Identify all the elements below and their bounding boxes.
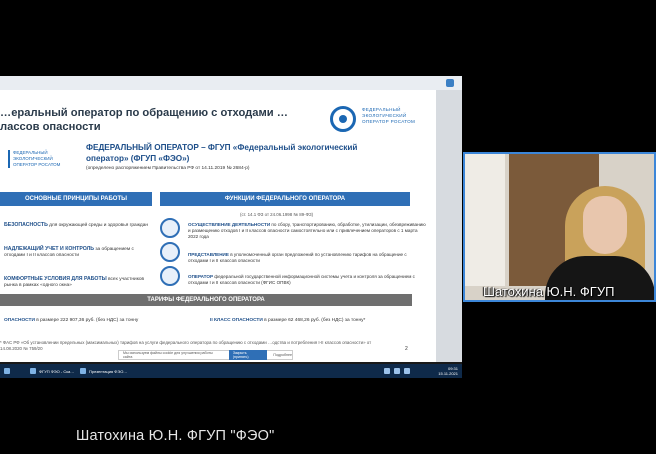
slide-footnote: * ФАС РФ «Об установлении предельных (максимальных) тарифов на услуги федерального оператора по обращению с отходами …одства и потребления I-II классов опасности» от 14.08.2020 № 759/20 — [0, 340, 372, 351]
windows-taskbar — [0, 364, 462, 378]
participant-face — [583, 196, 627, 254]
operator-note: (определено распоряжением Правительства РФ от 14.11.2019 № 2684-р) — [86, 166, 250, 171]
taskbar-item-label: ФГУП ФЭО - Ска… — [39, 368, 75, 374]
operator-title: ФЕДЕРАЛЬНЫЙ ОПЕРАТОР – ФГУП «Федеральный экологический оператор» (ФГУП «ФЭО») — [86, 143, 358, 163]
principle-item — [4, 246, 154, 259]
principle-text: всех участников рынка в рамках «одного окна» — [4, 277, 145, 288]
clock-time: 09:31 — [447, 366, 458, 371]
tariff-title: ОПАСНОСТИ — [4, 318, 35, 323]
function-item — [188, 274, 428, 286]
function-text: федеральной государственной информационной системы учета и контроля за обращением с отходами I и II классов опасности (ФГИС ОПВК) — [188, 274, 415, 285]
tariff-title: II КЛАСС ОПАСНОСТИ — [210, 318, 263, 323]
participant-name-label: Шатохина Ю.Н. ФГУП — [483, 284, 615, 299]
cookie-text: Мы используем файлы cookie для улучшения работы сайта — [123, 351, 213, 359]
principle-title: НАДЛЕЖАЩИЙ УЧЕТ И КОНТРОЛЬ — [4, 246, 94, 252]
function-item — [188, 222, 428, 240]
windows-start-icon — [4, 368, 10, 374]
slide-page-number: 2 — [405, 346, 408, 352]
function-item — [188, 252, 428, 264]
tray-language-icon[interactable] — [404, 368, 410, 374]
tariff-item — [210, 318, 365, 323]
tariffs-header: ТАРИФЫ ФЕДЕРАЛЬНОГО ОПЕРАТОРА — [0, 294, 412, 306]
clock-date: 15.11.2021 — [438, 371, 458, 376]
principle-text: для окружающей среды и здоровья граждан — [47, 223, 149, 228]
presentation-icon — [80, 368, 86, 374]
taskbar-item-presentation[interactable] — [80, 366, 127, 376]
activity-icon — [160, 218, 180, 238]
speaker-caption: Шатохина Ю.Н. ФГУП "ФЭО" — [76, 428, 275, 444]
function-title: ОПЕРАТОР — [188, 274, 214, 279]
principle-title: КОМФОРТНЫЕ УСЛОВИЯ ДЛЯ РАБОТЫ — [4, 276, 107, 282]
slide-title: …еральный оператор по обращению с отходами …лассов опасности — [0, 107, 288, 133]
tariff-text: в размере 62 468,26 руб. (без НДС) за тонну* — [262, 318, 366, 323]
tray-network-icon[interactable] — [384, 368, 390, 374]
principle-text: за обращением с отходами I и II классов опасности — [4, 247, 134, 258]
tariff-proposal-icon — [160, 242, 180, 262]
shared-window-titlebar — [0, 76, 462, 90]
slide-scrollbar[interactable] — [436, 90, 462, 362]
window-control-icon[interactable] — [446, 79, 454, 87]
tariff-text: в размере 222 907,36 руб. (без НДС) за тонну — [34, 318, 139, 323]
browser-icon — [30, 368, 36, 374]
tariff-item — [4, 318, 138, 323]
principle-title: БЕЗОПАСНОСТЬ — [4, 222, 48, 228]
taskbar-item-label: Презентация ФЭО… — [89, 368, 128, 374]
functions-header: ФУНКЦИИ ФЕДЕРАЛЬНОГО ОПЕРАТОРА — [160, 192, 410, 206]
taskbar-item-browser[interactable] — [30, 366, 74, 376]
tray-volume-icon[interactable] — [394, 368, 400, 374]
video-background-shelf — [465, 154, 505, 286]
fao-logo-icon — [330, 106, 356, 132]
start-button[interactable] — [4, 366, 13, 376]
functions-note: (ст. 14.1 ФЗ от 24.06.1998 № 89-ФЗ) — [240, 212, 314, 217]
function-text: по сбору, транспортированию, обработке, утилизации, обезвреживанию и размещению отходов I и II классов опасности самостоятельно или с привлечением операторов с 1 марта 2022 года — [188, 222, 426, 239]
cookie-more-link[interactable]: Подробнее — [273, 353, 292, 357]
participant-video-tile[interactable] — [463, 152, 656, 302]
function-text: в уполномоченный орган предложений по установлению тарифов на обращение с отходами I и II классов опасности — [188, 252, 407, 263]
principles-header: ОСНОВНЫЕ ПРИНЦИПЫ РАБОТЫ — [0, 192, 152, 206]
cookie-accept-button[interactable]: Закрыть (принять) — [229, 350, 268, 360]
taskbar-clock[interactable] — [438, 366, 458, 376]
principle-item — [4, 222, 154, 229]
fao-logo-text: ФЕДЕРАЛЬНЫЙ ЭКОЛОГИЧЕСКИЙ ОПЕРАТОР РОСАТОМ — [362, 107, 416, 124]
information-system-icon — [160, 266, 180, 286]
function-title: ПРЕДСТАВЛЕНИЕ — [188, 252, 229, 257]
principle-item — [4, 276, 154, 289]
function-title: ОСУЩЕСТВЛЕНИЕ ДЕЯТЕЛЬНОСТИ — [188, 222, 271, 227]
small-fao-logo: ФЕДЕРАЛЬНЫЙ ЭКОЛОГИЧЕСКИЙ ОПЕРАТОР РОСАТОМ — [8, 150, 63, 168]
cookie-banner — [118, 350, 293, 360]
